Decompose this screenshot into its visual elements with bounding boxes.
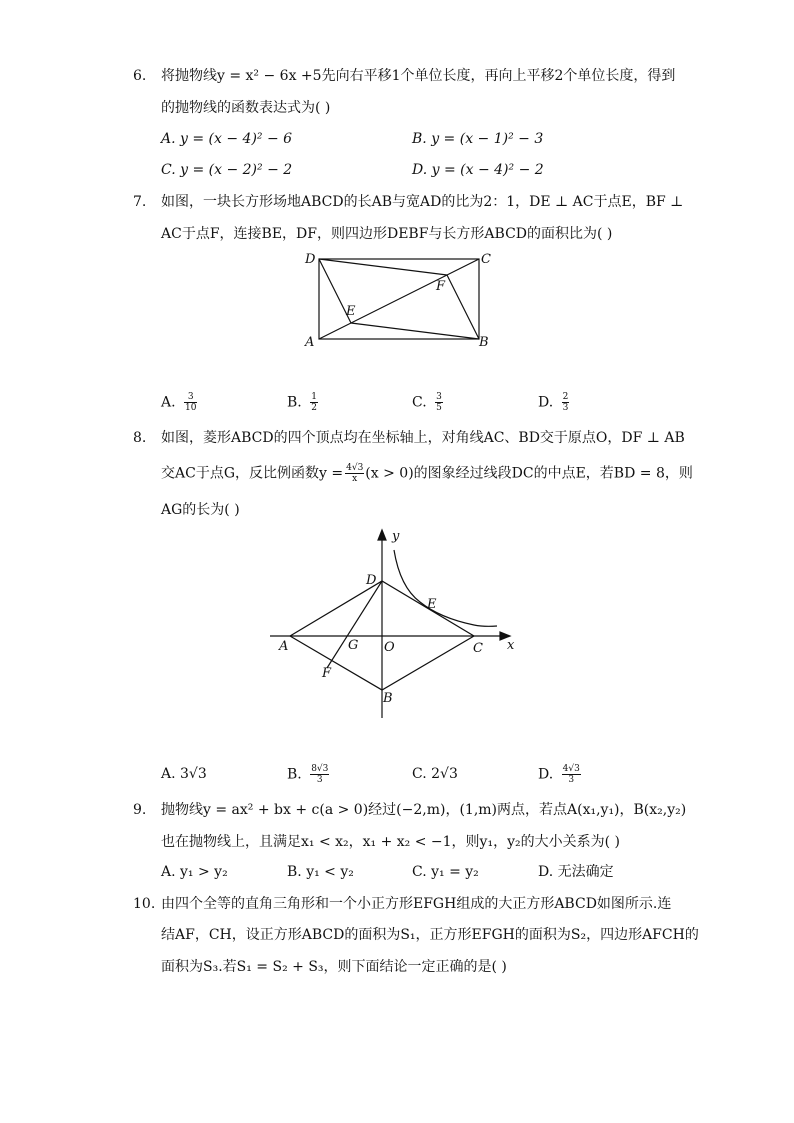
- label-y: y: [392, 529, 400, 544]
- label-a: A: [279, 639, 289, 654]
- q8-option-d-label: D.: [538, 766, 554, 783]
- label-f: F: [322, 666, 332, 681]
- q8-number: 8.: [133, 430, 147, 446]
- q6-number: 6.: [133, 68, 147, 84]
- q7-option-c: [412, 392, 443, 413]
- q8-option-d: [538, 764, 581, 785]
- q8-option-b: [287, 764, 329, 785]
- q8-function-fraction: [345, 463, 364, 484]
- label-e: E: [346, 304, 356, 319]
- q7-d-num: 2: [562, 392, 569, 402]
- q7-d-den: 3: [562, 403, 569, 413]
- q7-option-a: [161, 392, 197, 413]
- q10-text-line2: 结AF，CH，设正方形ABCD的面积为S₁，正方形EFGH的面积为S₂，四边形AFCH的: [161, 927, 699, 943]
- q7-option-a-label: A.: [161, 394, 176, 411]
- q7-option-a-fraction: [184, 392, 197, 413]
- q8-line2-pre: 交AC于点G，反比例函数y =: [161, 465, 344, 482]
- q8-text-line2: [161, 463, 693, 484]
- diagonal-ac: [319, 259, 479, 339]
- q8-b-num: 8√3: [311, 764, 329, 774]
- label-x: x: [507, 638, 515, 653]
- q7-option-b-fraction: [310, 392, 318, 413]
- label-c: C: [481, 252, 491, 267]
- label-d: D: [366, 573, 377, 588]
- q9-option-c: C. y₁ = y₂: [412, 864, 479, 880]
- hyperbola-curve: [394, 550, 497, 626]
- q9-text-line1: 抛物线y = ax² + bx + c(a > 0)经过(−2,m)，(1,m)两点，若点A(x₁,y₁)，B(x₂,y₂): [161, 802, 687, 818]
- q10-text-line3: 面积为S₃.若S₁ = S₂ + S₃，则下面结论一定正确的是( ): [161, 959, 507, 975]
- q8-frac-den: x: [352, 474, 358, 484]
- label-f: F: [436, 279, 446, 294]
- q8-text-line1: 如图，菱形ABCD的四个顶点均在坐标轴上，对角线AC、BD交于原点O，DF ⊥ AB: [161, 430, 685, 446]
- label-a: A: [305, 335, 315, 350]
- label-b: B: [479, 335, 489, 350]
- q7-text-line1: 如图，一块长方形场地ABCD的长AB与宽AD的比为2：1，DE ⊥ AC于点E，BF ⊥: [161, 194, 684, 210]
- q9-option-b: B. y₁ < y₂: [287, 864, 354, 880]
- q7-option-c-label: C.: [412, 394, 427, 411]
- segment-be: [351, 323, 479, 339]
- segment-df: [319, 259, 447, 275]
- q8-d-den: 3: [568, 775, 575, 785]
- q8-option-a: A. 3√3: [161, 766, 207, 782]
- q8-option-b-label: B.: [287, 766, 302, 783]
- q8-line2-post: (x > 0)的图象经过线段DC的中点E，若BD = 8，则: [365, 465, 693, 482]
- label-o: O: [384, 640, 395, 655]
- label-g: G: [348, 638, 359, 653]
- label-c: C: [473, 641, 483, 656]
- q7-option-c-fraction: [435, 392, 443, 413]
- q7-c-num: 3: [436, 392, 442, 402]
- q8-b-den: 3: [316, 775, 323, 785]
- q6-text-line1: 将抛物线y = x² − 6x +5先向右平移1个单位长度，再向上平移2个单位长度，得到: [161, 68, 676, 84]
- label-d: D: [305, 252, 316, 267]
- q8-option-b-fraction: [310, 764, 329, 785]
- q7-b-num: 1: [311, 392, 317, 402]
- q9-text-line2: 也在抛物线上，且满足x₁ < x₂，x₁ + x₂ < −1，则y₁，y₂的大小关系为( ): [161, 834, 620, 850]
- q8-d-num: 4√3: [562, 764, 580, 774]
- q7-option-d-label: D.: [538, 394, 554, 411]
- q8-option-c: C. 2√3: [412, 766, 458, 782]
- q6-option-d: D. y = (x − 4)² − 2: [412, 162, 544, 178]
- q8-text-line3: AG的长为( ): [161, 502, 240, 518]
- q8-frac-num: 4√3: [346, 463, 364, 473]
- q6-option-c: C. y = (x − 2)² − 2: [161, 162, 293, 178]
- q8-option-d-fraction: [562, 764, 581, 785]
- segment-bf: [447, 275, 479, 339]
- q6-option-a: A. y = (x − 4)² − 6: [161, 131, 293, 147]
- q7-number: 7.: [133, 194, 147, 210]
- q7-a-num: 3: [184, 392, 197, 403]
- segment-df: [327, 581, 382, 668]
- q10-number: 10.: [133, 896, 156, 912]
- q7-option-d: [538, 392, 569, 413]
- q7-option-d-fraction: [562, 392, 570, 413]
- q9-option-d: D. 无法确定: [538, 864, 614, 880]
- label-b: B: [383, 691, 393, 706]
- q7-a-den: 10: [185, 403, 197, 413]
- q7-c-den: 5: [436, 403, 442, 413]
- q7-b-den: 2: [311, 403, 317, 413]
- q6-option-b: B. y = (x − 1)² − 3: [412, 131, 544, 147]
- q9-option-a: A. y₁ > y₂: [161, 864, 228, 880]
- q7-option-b: [287, 392, 318, 413]
- label-e: E: [427, 597, 437, 612]
- q9-number: 9.: [133, 802, 147, 818]
- q7-rectangle-figure: [295, 245, 505, 355]
- q10-text-line1: 由四个全等的直角三角形和一个小正方形EFGH组成的大正方形ABCD如图所示.连: [161, 896, 672, 912]
- q8-rhombus-figure: [270, 522, 530, 722]
- y-axis-arrow: [378, 530, 386, 540]
- q7-option-b-label: B.: [287, 394, 302, 411]
- q7-text-line2: AC于点F，连接BE，DF，则四边形DEBF与长方形ABCD的面积比为( ): [161, 226, 613, 242]
- q6-text-line2: 的抛物线的函数表达式为( ): [161, 100, 331, 116]
